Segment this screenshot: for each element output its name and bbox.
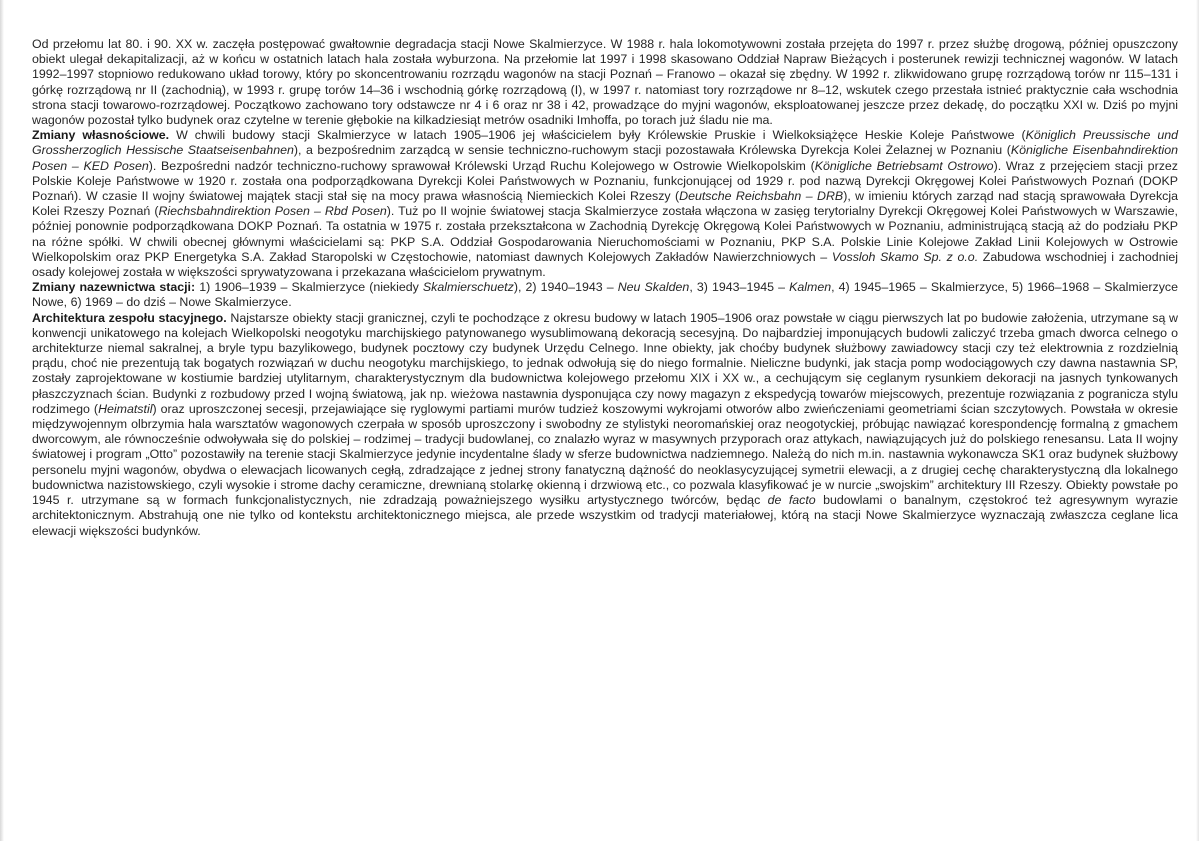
document-page xyxy=(32,37,1178,539)
text-run: ). Wraz z przejęciem stacji przez Polskie Koleje Państwowe w 1920 r. została ona podporządkowana Dyrekcji Kolei Państwowych w Poznaniu, funkcjonującej od 1929 r. pod nazwą Dyrekcji Okręgowej Kolei Państwowych Poznań (DOKP Poznań). W czasie II wojny światowej majątek stacji stał się na mocy prawa własnością Niemieckich Kolei Rzeszy ( xyxy=(32,158,1178,204)
italic-term: Kalmen xyxy=(789,280,832,295)
italic-term: Deutsche Reichsbahn – DRB xyxy=(679,189,844,204)
italic-term: Neu Skalden xyxy=(617,280,690,295)
italic-term: Königliche Eisenbahndirektion Posen – KED Posen xyxy=(32,143,1178,173)
text-run: ), a bezpośrednim zarządcą w sensie techniczno-ruchowym stacji pozostawała Królewska Dyrekcja Kolei Żelaznej w Poznaniu ( xyxy=(293,143,1011,158)
italic-term: Riechsbahndirektion Posen – Rbd Posen xyxy=(158,204,387,219)
paragraph-ownership-changes xyxy=(32,128,1178,280)
paragraph-station-names xyxy=(32,280,1178,310)
text-run: W chwili budowy stacji Skalmierzyce w latach 1905–1906 jej właścicielem były Królewskie Pruskie i Wielkoksiążęce Heskie Koleje Państwowe ( xyxy=(169,128,1026,143)
italic-term: Vossloh Skamo Sp. z o.o. xyxy=(831,249,979,264)
text-run: , 4) 1945–1965 – Skalmierzyce, 5) 1966–1968 – Skalmierzyce Nowe, 6) 1969 – do dziś – Nowe Skalmierzyce. xyxy=(32,280,1178,310)
paragraph-degradation xyxy=(32,37,1178,128)
text-run: ) oraz uproszczonej secesji, przejawiające się ryglowymi partiami murów tudzież koszowymi wykrojami otworów albo zwieńczeniami geometriami ścian szczytowych. Powstała w okresie międzywojennym olbrzymia hala warsztatów wagonowych czerpała w sposób uproszczony i swobodny ze stylistyki neoromańskiej oraz neogotyckiej, próbując nawiązać korespondencję formalną z gmachem dworcowym, ale równocześnie odwoływała się do polskiej – rodzimej – tradycji budowlanej, co znalazło wyraz w masywnych przyporach oraz attykach, nawiązujących już do polskiego renesansu. Lata II wojny światowej i program „Otto” pozostawiły na terenie stacji Skalmierzyce jedynie incydentalne ślady w sferze budownictwa nadziemnego. Należą do nich m.in. nastawnia wykonawcza SK1 oraz budynek służbowy personelu myjni wagonów, obydwa o elewacjach licowanych cegłą, zdradzające z jednej strony fanatyczną dążność do neoklasycyzującej symetrii elewacji, a z drugiej cechę charakterystyczną dla lokalnego budownictwa nazistowskiego, czyli wysokie i strome dachy ceramiczne, drewnianą stolarkę okienną i drzwiową etc., co pozwala klasyfikować je w nurcie „swojskim” architektury III Rzeszy. Obiekty powstałe po 1945 r. utrzymane są w formach funkcjonalistycznych, nie zdradzają poważniejszego wysiłku artystycznego twórców, będąc xyxy=(32,401,1179,508)
text-run: Zabudowa wschodniej i zachodniej osady kolejowej została w większości sprywatyzowana i przekazana właścicielom prywatnym. xyxy=(32,249,1178,280)
italic-term: Königliche Betriebsamt Ostrowo xyxy=(814,158,994,173)
text-run: Najstarsze obiekty stacji granicznej, czyli te pochodzące z okresu budowy w latach 1905–1906 oraz powstałe w ciągu pierwszych lat po budowie założenia, utrzymane są w konwencji unikatowego na kolejach Wielkopolski neogotyku marchijskiego patynowanego wysublimowaną dekoracją secesyjną. Do najbardziej imponujących budowli zaliczyć trzeba gmach dworca celnego o architekturze niemal sakralnej, a bryle typu bazylikowego, budynek pocztowy czy budynek Urzędu Celnego. Inne obiekty, jak choćby budynek służbowy zawiadowcy stacji czy też elektrownia z rozdzielnią prądu, choć nie prezentują tak bogatych rozwiązań w duchu neogotyku marchijskiego, to jednak odwołują się do niego formalnie. Nieliczne budynki, jak stacja pomp wodociągowych czy dawna nastawnia SP, zostały zaprojektowane w kostiumie bardziej utylitarnym, charakterystycznym dla budownictwa kolejowego przełomu XIX i XX w., a cechującym się ceglanym rysunkiem dekoracji na jasnych tynkowanych płaszczyznach ścian. Budynki z rozbudowy przed I wojną światową, jak np. wieżowa nastawnia dysponująca czy nowy magazyn z ekspedycją towarów miejscowych, prezentuje rozwiązania z pogranicza stylu rodzimego ( xyxy=(32,310,1178,416)
italic-term: de facto xyxy=(767,493,816,508)
text-run: ), 2) 1940–1943 – xyxy=(513,280,618,295)
italic-term: Heimatstil xyxy=(98,401,153,416)
italic-term: Königlich Preussische und Grossherzoglich Hessische Staatseisenbahnen xyxy=(32,128,1178,158)
text-run: ), w imieniu których zarząd nad stacją sprawowała Dyrekcja Kolei Rzeszy Poznań ( xyxy=(32,189,1178,219)
italic-term: Skalmierschuetz xyxy=(422,280,514,295)
text-run: ). Tuż po II wojnie światowej stacja Skalmierzyce została włączona w zasięg terytorialny Dyrekcji Okręgowej Kolei Państwowych w Warszawie, później ponownie podporządkowana DOKP Poznań. Ta ostatnia w 1975 r. została przekształcona w Zachodnią Dyrekcję Okręgową Kolei Państwowych w Poznaniu, administrującą stacją aż do podziału PKP na różne spółki. W chwili obecnej głównymi właścicielami są: PKP S.A. Oddział Gospodarowania Nieruchomościami w Poznaniu, PKP S.A. Polskie Linie Kolejowe Zakład Linii Kolejowych w Ostrowie Wielkopolskim oraz PKP Energetyka S.A. Zakład Staropolski w Częstochowie, natomiast dawnych Kolejowych Zakładów Nawierzchniowych – xyxy=(32,204,1178,264)
text-run: , 3) 1943–1945 – xyxy=(689,280,790,295)
section-heading-ownership: Zmiany własnościowe. xyxy=(32,128,170,143)
text-run: ). Bezpośredni nadzór techniczno-ruchowy sprawował Królewski Urząd Ruchu Kolejowego w Ostrowie Wielkopolskim ( xyxy=(148,158,815,173)
paragraph-architecture xyxy=(32,311,1178,539)
section-heading-names: Zmiany nazewnictwa stacji: xyxy=(32,280,196,295)
section-heading-architecture: Architektura zespołu stacyjnego. xyxy=(32,310,227,325)
text-run: budowlami o banalnym, częstokroć też agresywnym wyrazie architektonicznym. Abstrahują one nie tylko od kontekstu architektonicznego miejsca, ale przede wszystkim od tradycji materiałowej, którą na stacji Nowe Skalmierzyce wyznaczają zwłaszcza ceglane lica elewacji większości budynków. xyxy=(32,493,1178,538)
text-run: 1) 1906–1939 – Skalmierzyce (niekiedy xyxy=(195,280,423,295)
paragraph-text: Od przełomu lat 80. i 90. XX w. zaczęła postępować gwałtownie degradacja stacji Nowe Skalmierzyce. W 1988 r. hala lokomotywowni została przejęta do 1997 r. przez służbę drogową, później opuszczony obiekt ulegał dekapitalizacji, aż w końcu w ostatnich latach hala została wyburzona. Na przełomie lat 1997 i 1998 skasowano Oddział Napraw Bieżących i posterunek rewizji technicznej wagonów. W latach 1992–1997 stopniowo redukowano układ torowy, który po skoncentrowaniu rozrządu wagonów na stacji Poznań – Franowo – okazał się zbędny. W 1992 r. zlikwidowano grupę rozrządową torów nr 115–131 i górkę rozrządową nr II (zachodnią), w 1993 r. grupę torów 14–36 i wschodnią górkę rozrządową (I), w 1997 r. natomiast tory rozrządowe nr 8–12, wskutek czego przestała istnieć praktycznie cała wschodnia strona stacji towarowo-rozrządowej. Początkowo zachowano tory odstawcze nr 4 i 6 oraz nr 38 i 42, prowadzące do myjni wagonów, eksploatowanej jeszcze przez dekadę, do początku XXI w. Dziś po myjni wagonów pozostał tylko budynek oraz czytelne w terenie głębokie na kilkadziesiąt metrów osadniki Imhoffa, po torach już śladu nie ma. xyxy=(32,37,1178,128)
scan-edge-left xyxy=(0,0,4,841)
